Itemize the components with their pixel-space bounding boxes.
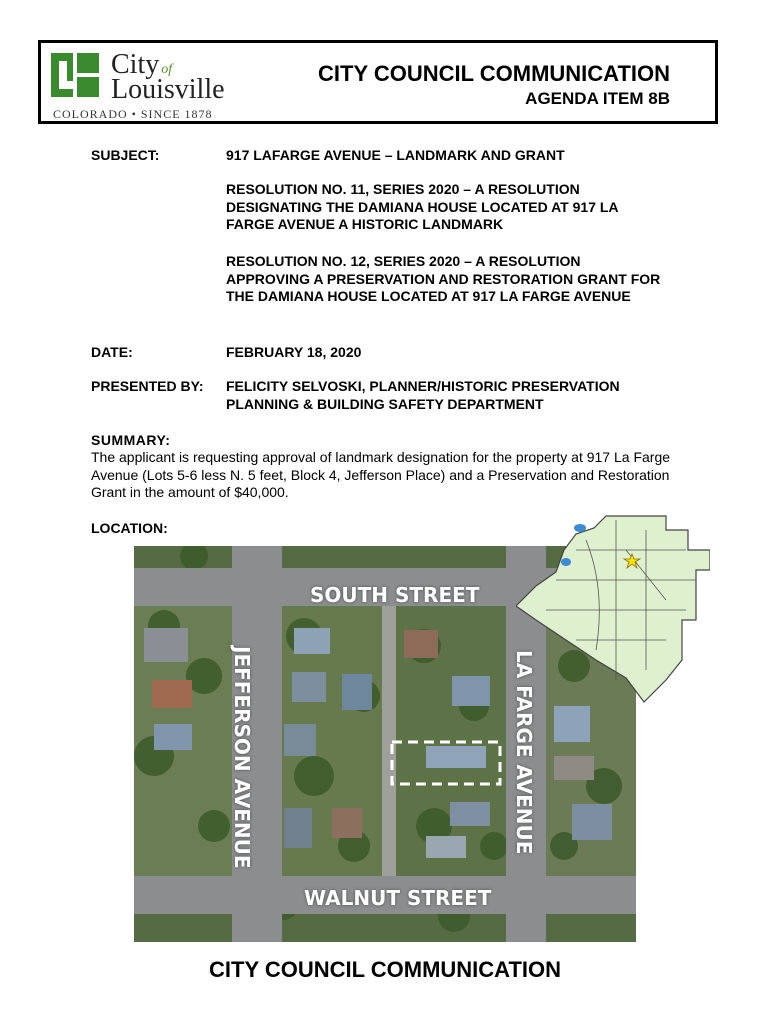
logo-louisville-text: Louisville: [111, 74, 225, 105]
logo-of-text: of: [161, 62, 173, 77]
city-logo: [51, 51, 251, 123]
city-logo-icon: [51, 53, 99, 97]
south-street-label: SOUTH STREET: [310, 583, 480, 607]
logo-city-text: City of: [111, 49, 173, 80]
resolution-11: RESOLUTION NO. 11, SERIES 2020 – A RESOLUTION DESIGNATING THE DAMIANA HOUSE LOCATED AT 917 LA FARGE AVENUE A HISTORIC LANDMARK: [226, 181, 619, 232]
subject-label: SUBJECT:: [91, 147, 160, 163]
city-locator-map: [516, 510, 710, 705]
summary-text: The applicant is requesting approval of landmark designation for the property at 917 La Farge Avenue (Lots 5-6 less N. 5 feet, Block 4, Jefferson Place) and a Preservation and Restoration Grant in the amount of $40,000.: [91, 449, 671, 500]
presented-by-label: PRESENTED BY:: [91, 378, 204, 394]
logo-subtitle: COLORADO • SINCE 1878: [53, 107, 213, 121]
header-title: CITY COUNCIL COMMUNICATION: [318, 61, 670, 86]
presenter-department: PLANNING & BUILDING SAFETY DEPARTMENT: [226, 396, 544, 412]
date-value: FEBRUARY 18, 2020: [226, 344, 362, 360]
resolution-12: RESOLUTION NO. 12, SERIES 2020 – A RESOLUTION APPROVING A PRESERVATION AND RESTORATION GRANT FOR THE DAMIANA HOUSE LOCATED AT 917 LA FARGE AVENUE: [226, 253, 661, 304]
summary-heading: SUMMARY:: [91, 432, 171, 448]
subject-line: 917 LAFARGE AVENUE – LANDMARK AND GRANT: [226, 147, 565, 163]
location-heading: LOCATION:: [91, 520, 168, 536]
presenter-name: FELICITY SELVOSKI, PLANNER/HISTORIC PRESERVATION: [226, 378, 620, 394]
walnut-street-label: WALNUT STREET: [304, 886, 492, 910]
jefferson-avenue-label: JEFFERSON AVENUE: [230, 646, 254, 869]
date-label: DATE:: [91, 344, 133, 360]
header-box: [38, 40, 718, 124]
la-farge-avenue-label: LA FARGE AVENUE: [512, 650, 536, 855]
footer-title: CITY COUNCIL COMMUNICATION: [209, 957, 561, 982]
agenda-item: AGENDA ITEM 8B: [525, 89, 670, 108]
